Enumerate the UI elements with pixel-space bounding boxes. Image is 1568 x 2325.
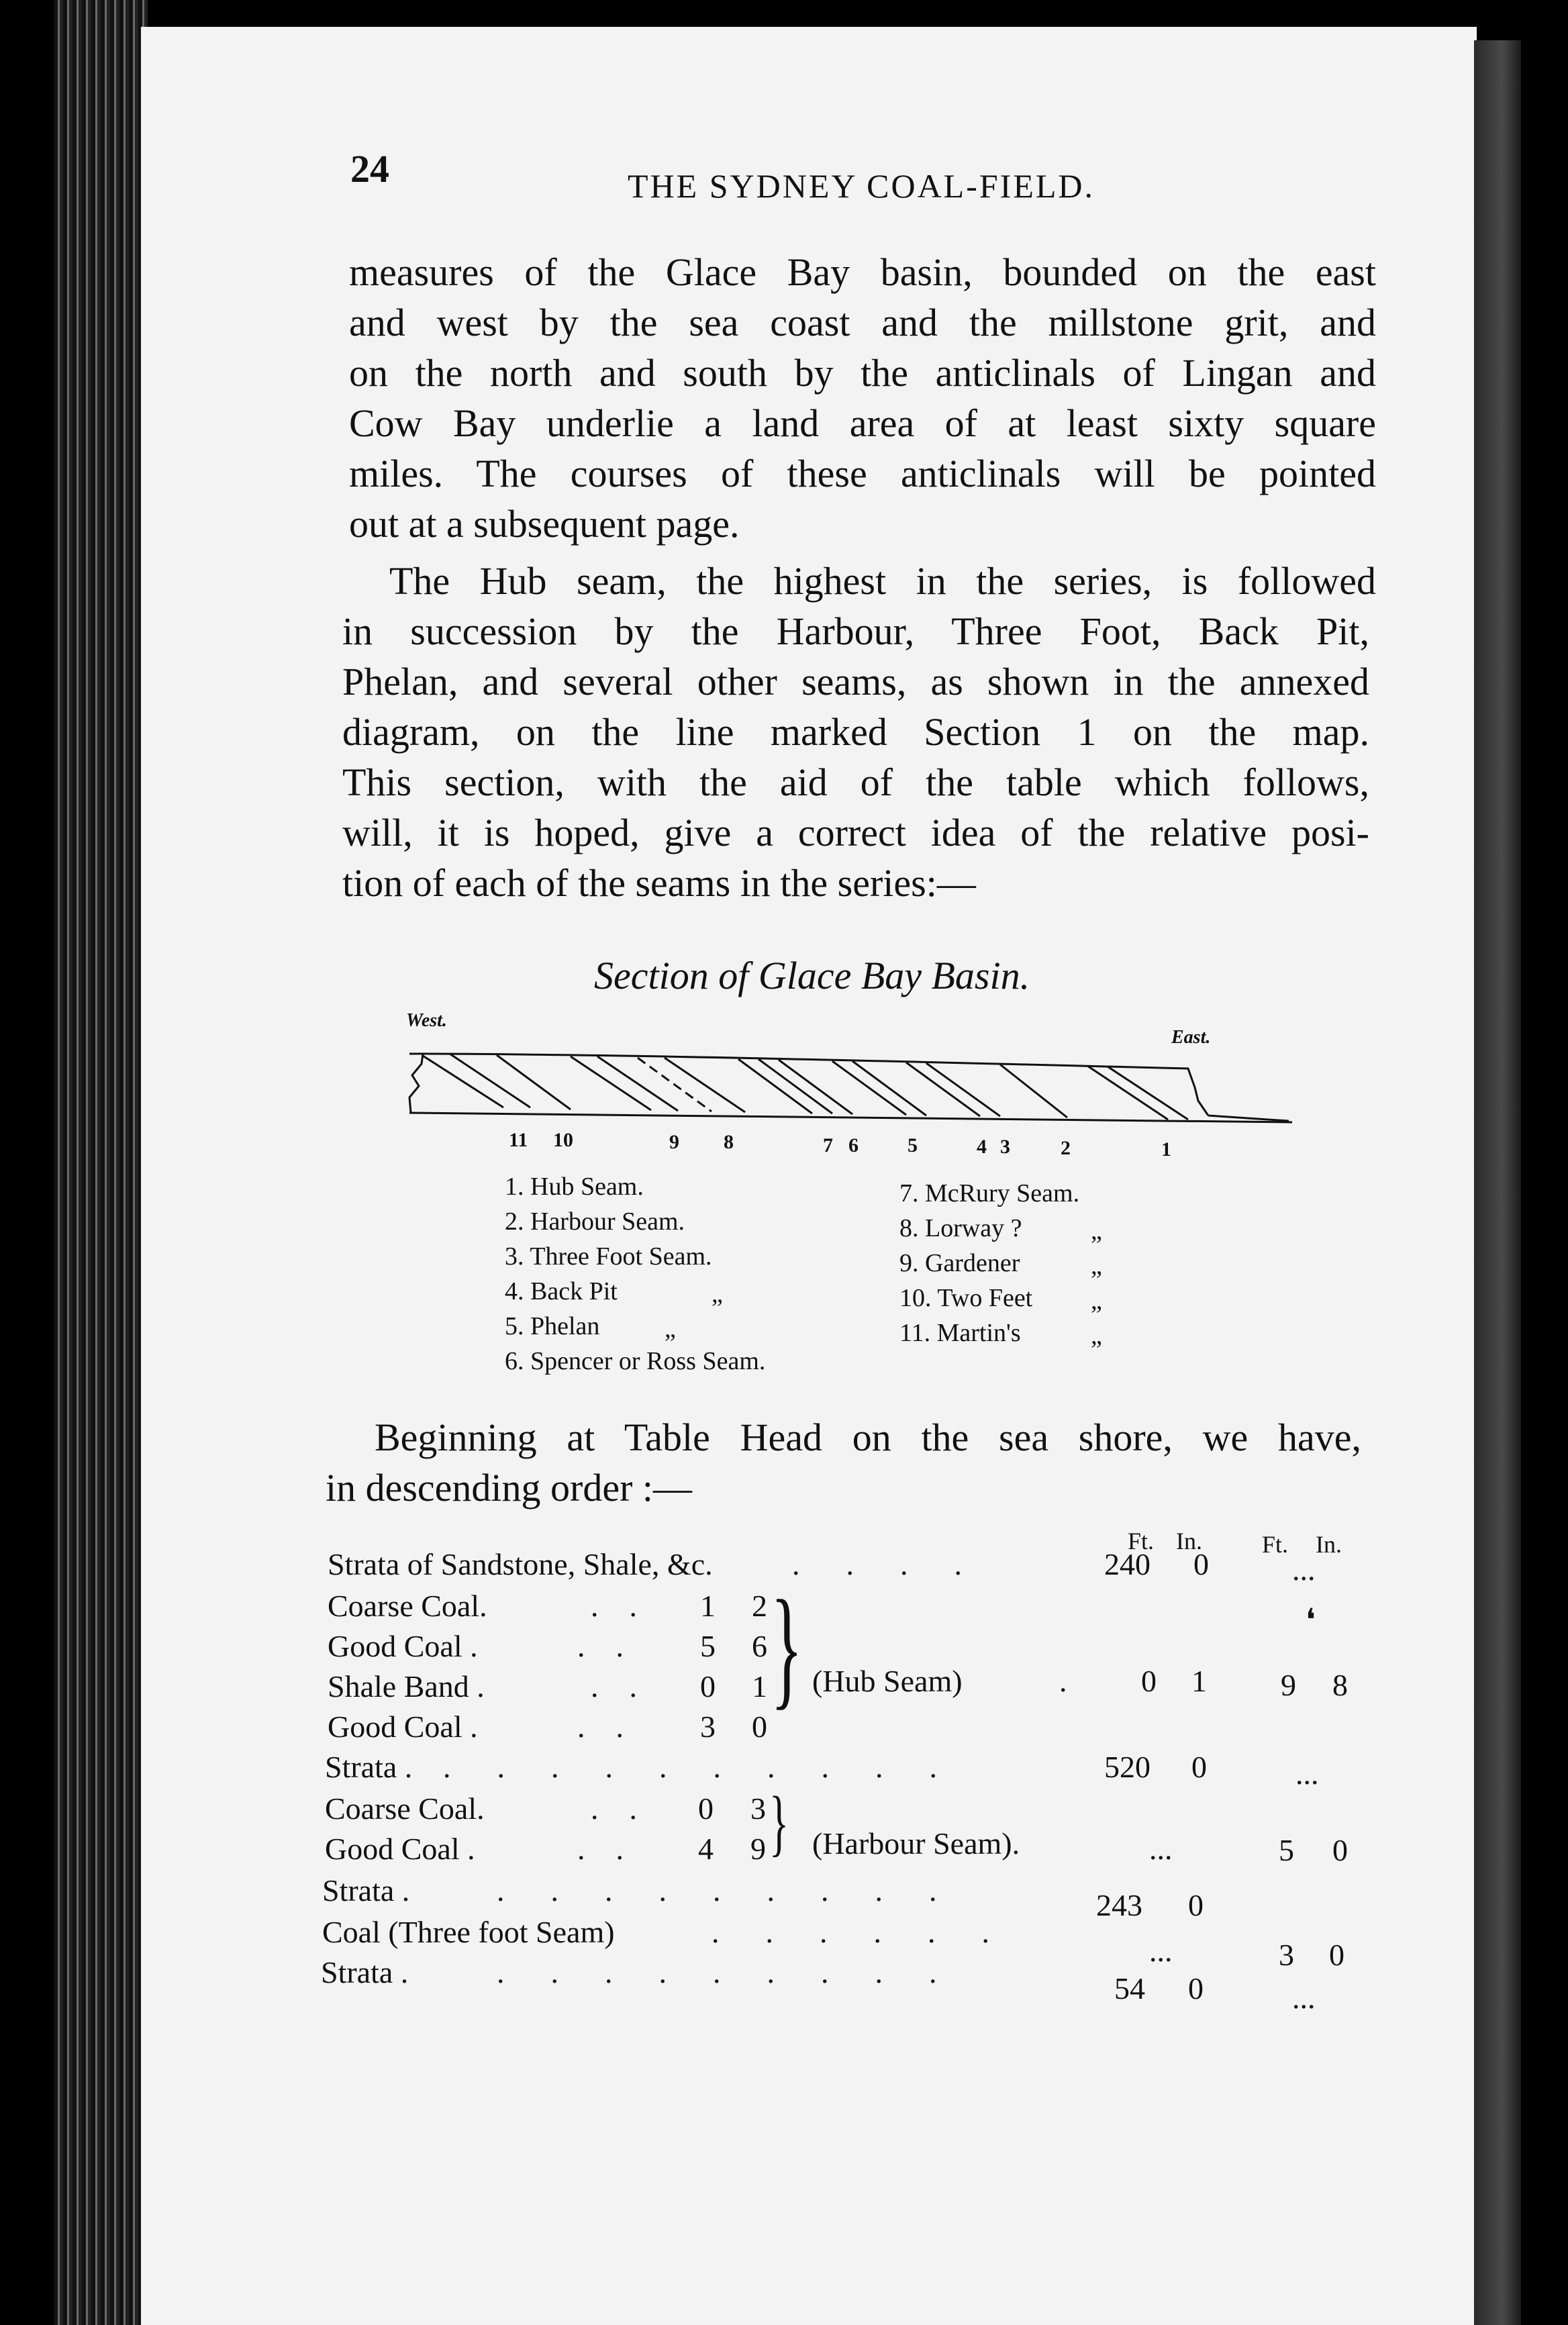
row-label: Coal (Three foot Seam): [322, 1915, 615, 1949]
leader-dots: . .: [577, 1629, 624, 1663]
section-diagram: [396, 1034, 1309, 1148]
value-in: 9: [750, 1832, 766, 1866]
seam-lines: [423, 1054, 1188, 1120]
section-number: 5: [908, 1134, 918, 1156]
leader-dots: . .: [591, 1791, 637, 1826]
leader-dots: . . . . . . . . .: [497, 1873, 937, 1908]
leader-dots: . .: [591, 1669, 637, 1703]
text-line: tion of each of the seams in the series:—: [342, 861, 976, 905]
legend-item: 8. Lorway ?: [899, 1214, 1022, 1242]
total-in: 0: [1332, 1833, 1348, 1867]
leader-dots: .: [1059, 1664, 1067, 1698]
text-line: This section, with the aid of the table which follows,: [342, 760, 1369, 804]
value-in: 0: [752, 1710, 767, 1744]
section-number: 8: [724, 1131, 734, 1153]
row-label: Strata .: [321, 1955, 409, 1989]
ditto-mark: „: [712, 1280, 723, 1308]
row-label: Coarse Coal.: [325, 1791, 485, 1826]
legend-item: 4. Back Pit: [505, 1277, 618, 1305]
surface-line: [411, 1054, 1208, 1116]
section-number: 4: [977, 1136, 987, 1158]
ditto-mark: „: [1091, 1252, 1102, 1280]
text-line: on the north and south by the anticlinals of Lingan and: [349, 351, 1376, 395]
row-label: Shale Band .: [328, 1669, 485, 1703]
leader-dots: . . . .: [792, 1547, 962, 1581]
legend-item: 2. Harbour Seam.: [505, 1207, 685, 1236]
ditto-mark: „: [665, 1315, 676, 1343]
section-number: 1: [1161, 1138, 1171, 1160]
leader-dots: . . . . . . . . .: [497, 1955, 937, 1989]
book-edge-left: [54, 0, 148, 2325]
text-line: Cow Bay underlie a land area of at least sixty square: [349, 401, 1376, 445]
section-number: 11: [509, 1129, 528, 1151]
direction-west: West.: [406, 1010, 447, 1031]
shore-line: [1208, 1116, 1289, 1121]
leader-dots: . . . . . . . . . .: [443, 1750, 937, 1784]
text-line: out at a subsequent page.: [349, 502, 740, 546]
text-line: The Hub seam, the highest in the series, is followed: [389, 559, 1376, 603]
total-ft: ...: [1292, 1552, 1316, 1587]
total-ft: 3: [1279, 1938, 1294, 1972]
running-head: THE SYDNEY COAL-FIELD.: [628, 167, 1095, 205]
leader-dots: . .: [577, 1832, 624, 1866]
value-ft: 0: [700, 1669, 716, 1703]
text-line: miles. The courses of these anticlinals will be pointed: [349, 452, 1376, 495]
leader-dots: . .: [591, 1589, 637, 1623]
value-ft: 240: [1104, 1547, 1150, 1581]
ditto-mark: „: [1091, 1322, 1102, 1350]
row-label: Strata .: [322, 1873, 410, 1908]
total-ft: ...: [1295, 1757, 1319, 1791]
column-header: In.: [1176, 1528, 1202, 1554]
value-ft: 3: [700, 1710, 716, 1744]
section-number: 10: [553, 1129, 573, 1151]
ditto-mark: „: [1091, 1217, 1102, 1245]
text-line: in succession by the Harbour, Three Foot, Back Pit,: [342, 609, 1369, 653]
column-header: In.: [1316, 1531, 1342, 1558]
value-ft: 5: [700, 1629, 716, 1663]
total-in: 8: [1332, 1668, 1348, 1702]
value-ft: 243: [1096, 1888, 1142, 1922]
value-ft: ...: [1149, 1934, 1173, 1968]
row-label: Good Coal .: [328, 1710, 478, 1744]
value-ft: 0: [698, 1791, 714, 1826]
value-ft: 4: [698, 1832, 714, 1866]
total-ft: 9: [1281, 1668, 1296, 1702]
value-in: 6: [752, 1629, 767, 1663]
value-in: 0: [1188, 1888, 1204, 1922]
value-in: 2: [752, 1589, 767, 1623]
west-boundary: [409, 1054, 423, 1113]
total-ft: ...: [1292, 1981, 1316, 2015]
row-label: Coarse Coal.: [328, 1589, 487, 1623]
section-number: 9: [669, 1131, 679, 1153]
direction-east: East.: [1171, 1027, 1211, 1048]
text-line: and west by the sea coast and the millstone grit, and: [349, 301, 1376, 344]
figure-caption: Section of Glace Bay Basin.: [594, 954, 1030, 997]
legend-item: 11. Martin's: [899, 1319, 1021, 1347]
seam-name: (Hub Seam): [812, 1664, 963, 1698]
legend-item: 6. Spencer or Ross Seam.: [505, 1347, 766, 1375]
section-number: 3: [1000, 1136, 1010, 1158]
hub-brace: }: [771, 1573, 803, 1722]
section-number: 2: [1061, 1137, 1071, 1159]
text-line: in descending order :—: [326, 1466, 693, 1510]
row-label: Good Coal .: [325, 1832, 475, 1866]
text-line: measures of the Glace Bay basin, bounded on the east: [349, 250, 1376, 294]
column-header: Ft.: [1262, 1531, 1289, 1558]
legend-item: 3. Three Foot Seam.: [505, 1242, 712, 1271]
legend-item: 5. Phelan: [505, 1312, 600, 1340]
row-label: Strata .: [325, 1750, 413, 1784]
ditto-mark: „: [1091, 1287, 1102, 1315]
harbour-brace: }: [769, 1781, 789, 1863]
value-in: 1: [1191, 1664, 1207, 1698]
ink-mark: ❛: [1306, 1603, 1316, 1637]
leader-dots: . .: [577, 1710, 624, 1744]
value-in: 3: [750, 1791, 766, 1826]
total-ft: 5: [1279, 1833, 1294, 1867]
value-ft: 1: [700, 1589, 716, 1623]
leader-dots: . . . . . .: [712, 1915, 989, 1949]
value-ft: 520: [1104, 1750, 1150, 1784]
total-in: 0: [1329, 1938, 1344, 1972]
value-in: 0: [1193, 1547, 1209, 1581]
text-line: Beginning at Table Head on the sea shore, we have,: [375, 1416, 1361, 1459]
legend-item: 10. Two Feet: [899, 1284, 1033, 1312]
value-in: 1: [752, 1669, 767, 1703]
value-in: 0: [1188, 1971, 1204, 2006]
value-in: 0: [1191, 1750, 1207, 1784]
legend-item: 9. Gardener: [899, 1249, 1020, 1277]
text-line: diagram, on the line marked Section 1 on the map.: [342, 710, 1369, 754]
book-edge-right: [1474, 40, 1521, 2325]
text-line: Phelan, and several other seams, as shown in the annexed: [342, 660, 1369, 703]
section-number: 6: [848, 1134, 859, 1156]
page-number: 24: [350, 147, 389, 191]
value-ft: ...: [1149, 1832, 1173, 1866]
seam-name: (Harbour Seam).: [812, 1826, 1020, 1861]
row-label: Strata of Sandstone, Shale, &c.: [328, 1547, 713, 1581]
value-ft: 54: [1114, 1971, 1145, 2006]
value-ft: 0: [1141, 1664, 1157, 1698]
text-line: will, it is hoped, give a correct idea of the relative posi-: [342, 811, 1369, 854]
legend-item: 7. McRury Seam.: [899, 1179, 1080, 1207]
legend-item: 1. Hub Seam.: [505, 1173, 644, 1201]
section-number: 7: [823, 1134, 833, 1156]
row-label: Good Coal .: [328, 1629, 478, 1663]
column-header: Ft.: [1128, 1528, 1155, 1554]
